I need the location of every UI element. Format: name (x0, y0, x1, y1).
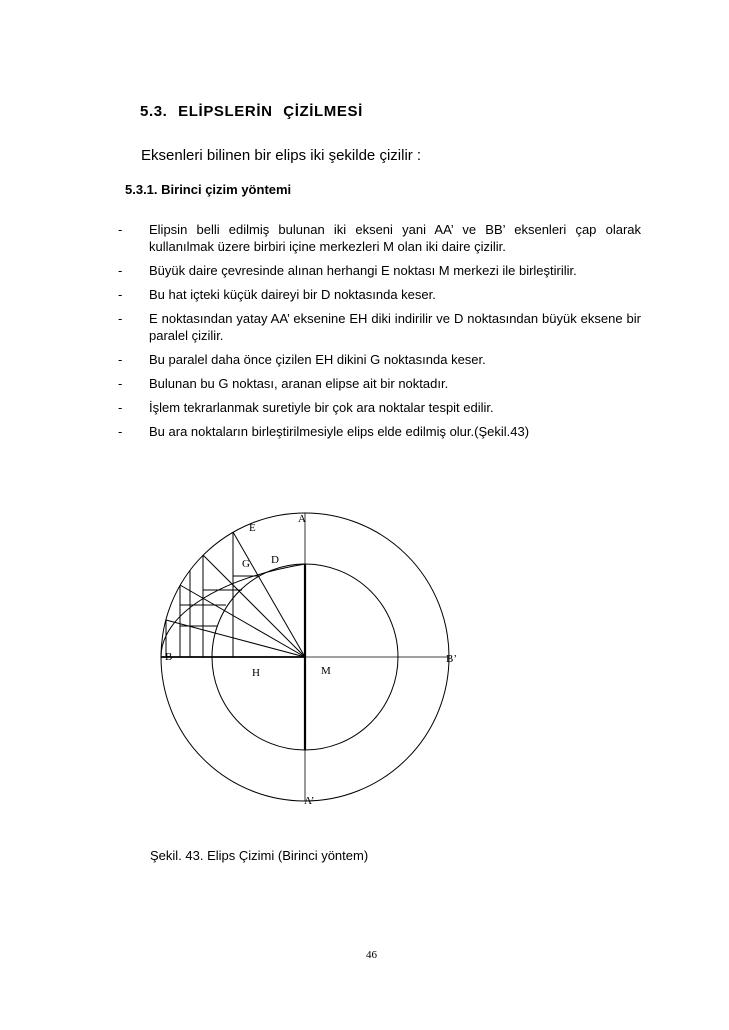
label-b-prime: B’ (446, 653, 457, 665)
label-e: E (249, 522, 256, 534)
list-item: - Büyük daire çevresinde alınan herhangi E noktası M merkezi ile birleştirilir. (118, 263, 577, 278)
list-item: - Bulunan bu G noktası, aranan elipse ait bir noktadır. (118, 376, 449, 391)
ellipse-construction-figure (130, 500, 490, 820)
label-g: G (242, 558, 250, 570)
radial-line (180, 585, 305, 657)
list-item: - E noktasından yatay AA’ eksenine EH diki indirilir ve D noktasından büyük eksene bir paralel çizilir. (118, 311, 641, 343)
steps-list (118, 221, 641, 447)
list-item: - Bu ara noktaların birleştirilmesiyle elips elde edilmiş olur.(Şekil.43) (118, 424, 530, 439)
subsection-heading: 5.3.1. Birinci çizim yöntemi (125, 182, 292, 197)
label-h: H (252, 667, 260, 679)
label-m: M (321, 665, 331, 677)
page-number: 46 (366, 949, 377, 961)
radial-line (233, 532, 305, 657)
section-heading: 5.3. ELİPSLERİN ÇİZİLMESİ (140, 103, 363, 120)
list-item: - Bu hat içteki küçük daireyi bir D noktasında keser. (118, 287, 436, 302)
label-d: D (271, 554, 279, 566)
list-item: - Bu paralel daha önce çizilen EH dikini G noktasında keser. (118, 352, 486, 367)
label-a-prime: A’ (304, 795, 315, 807)
intro-text: Eksenleri bilinen bir elips iki şekilde çizilir : (141, 147, 422, 164)
list-item: - Elipsin belli edilmiş bulunan iki ekseni yani AA’ ve BB’ eksenleri çap olarak kullanılmak üzere birbiri içine merkezleri M olan iki daire çizilir. (118, 222, 641, 254)
label-a: A (298, 513, 306, 525)
radial-line (203, 555, 305, 657)
list-item: - İşlem tekrarlanmak suretiyle bir çok ara noktalar tespit edilir. (118, 400, 494, 415)
label-b: B (165, 651, 173, 663)
figure-caption: Şekil. 43. Elips Çizimi (Birinci yöntem) (150, 848, 369, 863)
